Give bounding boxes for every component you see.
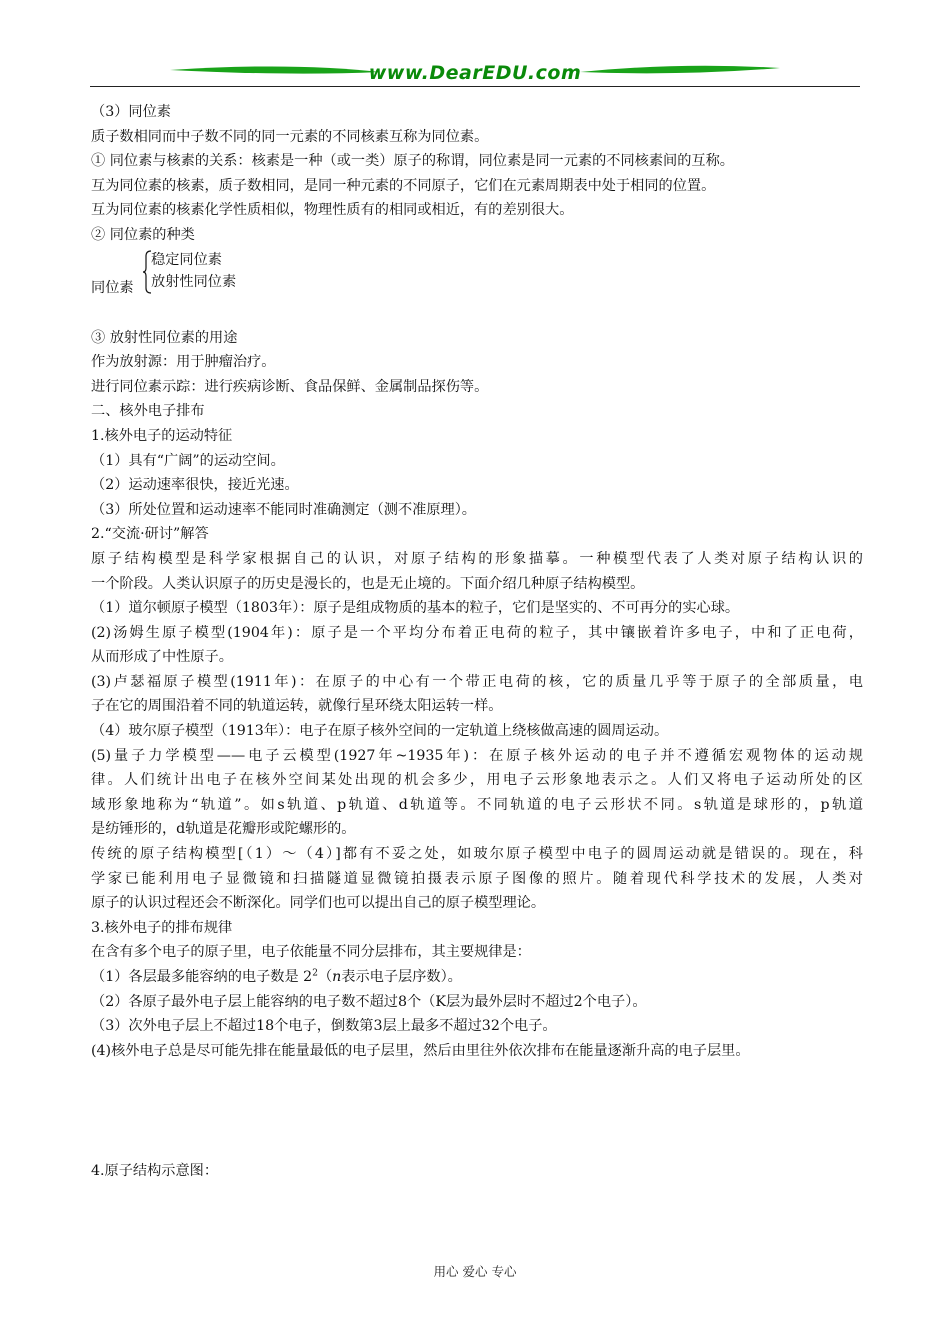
text-line: （2）各原子最外电子层上能容纳的电子数不超过8个（K层为最外层时不超过2个电子）。: [91, 993, 647, 1010]
site-logo-text: www.DearEDU.com: [368, 62, 582, 84]
text-line: 互为同位素的核素化学性质相似，物理性质有的相同或相近，有的差别很大。: [91, 202, 574, 219]
text-line: 域形象地称为“轨道”。如s轨道、p轨道、d轨道等。不同轨道的电子云形状不同。s轨道是球形的，p轨道: [91, 796, 863, 813]
text-line: （3）所处位置和运动速率不能同时准确测定（测不准原理）。: [91, 501, 476, 518]
subsection-heading: 3.核外电子的排布规律: [91, 919, 233, 936]
text-line: ③ 放射性同位素的用途: [91, 329, 238, 346]
text-line: 进行同位素示踪：进行疾病诊断、食品保鲜、金属制品探伤等。: [91, 378, 489, 395]
section-heading: 二、核外电子排布: [91, 403, 205, 420]
rule-line-1: （1）各层最多能容纳的电子数是 $2^2(n$表示电子层序数）。: [91, 968, 462, 985]
text-line: 互为同位素的核素，质子数相同，是同一种元素的不同原子，它们在元素周期表中处于相同的位置。: [91, 177, 716, 194]
page-footer: 用心 爱心 专心: [433, 1264, 517, 1279]
text-line: 原子的认识过程还会不断深化。同学们也可以提出自己的原子模型理论。: [91, 895, 546, 912]
text-line: 传统的原子结构模型[（1）～（4）]都有不妥之处，如玻尔原子模型中电子的圆周运动就是错误的。现在，科: [91, 846, 863, 863]
text-line: 律。人们统计出电子在核外空间某处出现的机会多少，用电子云形象地表示之。人们又将电子运动所处的区: [91, 772, 863, 789]
text-line: （1）具有“广阔”的运动空间。: [91, 452, 285, 469]
text-line: 一个阶段。人类认识原子的历史是漫长的，也是无止境的。下面介绍几种原子结构模型。: [91, 575, 645, 592]
text-line: （2）运动速率很快，接近光速。: [91, 477, 299, 494]
text-line: （1）道尔顿原子模型（1803年）：原子是组成物质的基本的粒子，它们是坚实的、不可再分的实心球。: [91, 600, 740, 617]
text-line: 学家已能利用电子显微镜和扫描隧道显微镜拍摄表示原子图像的照片。随着现代科学技术的发展，人类对: [91, 870, 863, 887]
header-rule: [90, 86, 860, 87]
text-line: 作为放射源：用于肿瘤治疗。: [91, 354, 276, 371]
text-line: ② 同位素的种类: [91, 226, 195, 243]
text-line: 在含有多个电子的原子里，电子依能量不同分层排布，其主要规律是：: [91, 944, 531, 961]
page-header: [90, 58, 860, 90]
text-line: ① 同位素与核素的关系：核素是一种（或一类）原子的称谓，同位素是同一元素的不同核素间的互称。: [91, 153, 734, 170]
isotope-types-diagram: [91, 248, 863, 326]
text-line: 从而形成了中性原子。: [91, 649, 233, 666]
isotope-type-stable: 稳定同位素: [151, 251, 222, 268]
text-line: (3)卢瑟福原子模型(1911年)：在原子的中心有一个带正电荷的核，它的质量几乎等于原子的全部质量，电: [91, 673, 863, 690]
subsection-heading: 2.“交流·研讨”解答: [91, 526, 209, 543]
text-line: （3）同位素: [91, 104, 171, 120]
text-line: (2)汤姆生原子模型(1904年)：原子是一个平均分布着正电荷的粒子，其中镶嵌着许多电子，中和了正电荷，: [91, 624, 863, 641]
text-line: 是纺锤形的，d轨道是花瓣形或陀螺形的。: [91, 821, 356, 838]
document-body: [91, 100, 863, 1184]
text-line: （3）次外电子层上不超过18个电子，倒数第3层上最多不超过32个电子。: [91, 1018, 557, 1035]
text-line: (5)量子力学模型——电子云模型(1927年~1935年)：在原子核外运动的电子并不遵循宏观物体的运动规: [91, 747, 863, 764]
subsection-heading: 4.原子结构示意图：: [91, 1163, 219, 1180]
subsection-heading: 1.核外电子的运动特征: [91, 427, 233, 444]
isotope-type-radioactive: 放射性同位素: [151, 273, 237, 290]
isotope-label: 同位素: [91, 279, 134, 296]
text-line: (4)核外电子总是尽可能先排在能量最低的电子层里，然后由里往外依次排布在能量逐渐升高的电子层里。: [91, 1042, 750, 1059]
text-line: （4）玻尔原子模型（1913年）：电子在原子核外空间的一定轨道上绕核做高速的圆周运动。: [91, 723, 669, 740]
text-line: 子在它的周围沿着不同的轨道运转，就像行星环绕太阳运转一样。: [91, 698, 503, 715]
text-line: 原子结构模型是科学家根据自己的认识，对原子结构的形象描摹。一种模型代表了人类对原子结构认识的: [91, 550, 863, 567]
text-line: 质子数相同而中子数不同的同一元素的不同核素互称为同位素。: [91, 128, 489, 145]
